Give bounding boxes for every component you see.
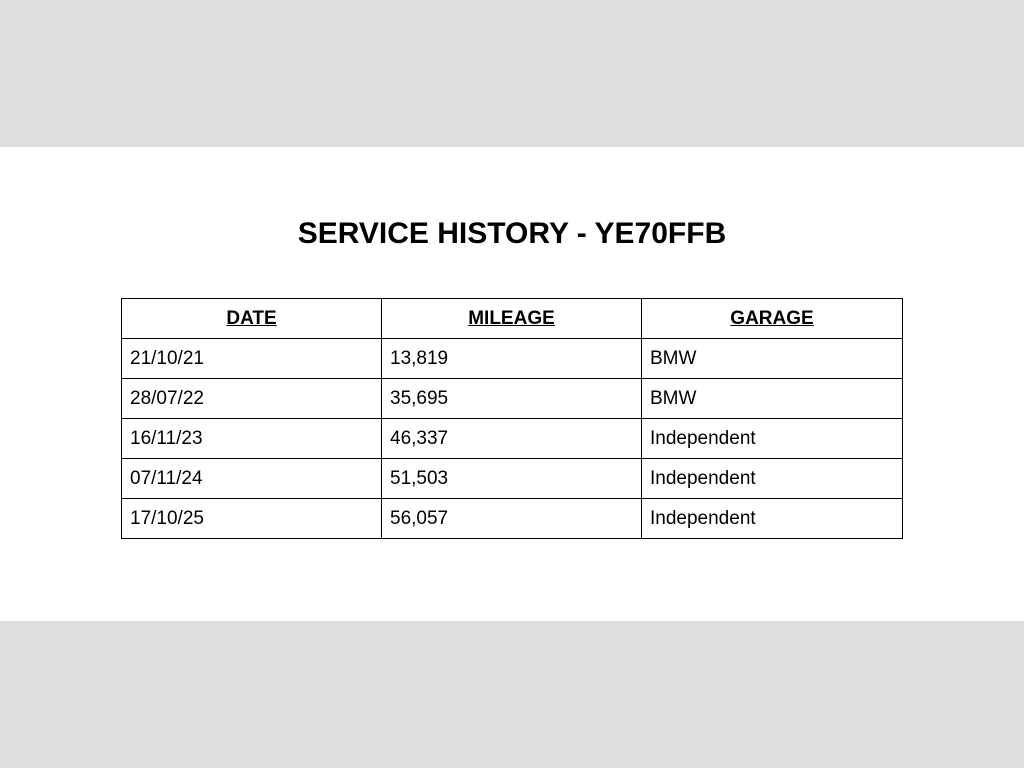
table-row bbox=[122, 379, 903, 419]
garage-cell: Independent bbox=[642, 459, 903, 499]
page-title: SERVICE HISTORY - YE70FFB bbox=[297, 217, 727, 250]
date-cell: 07/11/24 bbox=[122, 459, 382, 499]
table-row bbox=[122, 419, 903, 459]
date-cell: 17/10/25 bbox=[122, 499, 382, 539]
garage-cell: BMW bbox=[642, 379, 903, 419]
mileage-cell: 35,695 bbox=[382, 379, 642, 419]
date-cell: 21/10/21 bbox=[122, 339, 382, 379]
column-header-garage: GARAGE bbox=[642, 299, 903, 339]
date-cell: 16/11/23 bbox=[122, 419, 382, 459]
mileage-cell: 56,057 bbox=[382, 499, 642, 539]
table-row bbox=[122, 339, 903, 379]
garage-cell: Independent bbox=[642, 419, 903, 459]
column-header-date: DATE bbox=[122, 299, 382, 339]
table-row bbox=[122, 499, 903, 539]
garage-cell: Independent bbox=[642, 499, 903, 539]
garage-cell: BMW bbox=[642, 339, 903, 379]
table-row bbox=[122, 459, 903, 499]
service-history-table bbox=[121, 298, 903, 539]
mileage-cell: 51,503 bbox=[382, 459, 642, 499]
column-header-mileage: MILEAGE bbox=[382, 299, 642, 339]
mileage-cell: 13,819 bbox=[382, 339, 642, 379]
date-cell: 28/07/22 bbox=[122, 379, 382, 419]
mileage-cell: 46,337 bbox=[382, 419, 642, 459]
document-page bbox=[0, 147, 1024, 621]
table-header-row bbox=[122, 299, 903, 339]
